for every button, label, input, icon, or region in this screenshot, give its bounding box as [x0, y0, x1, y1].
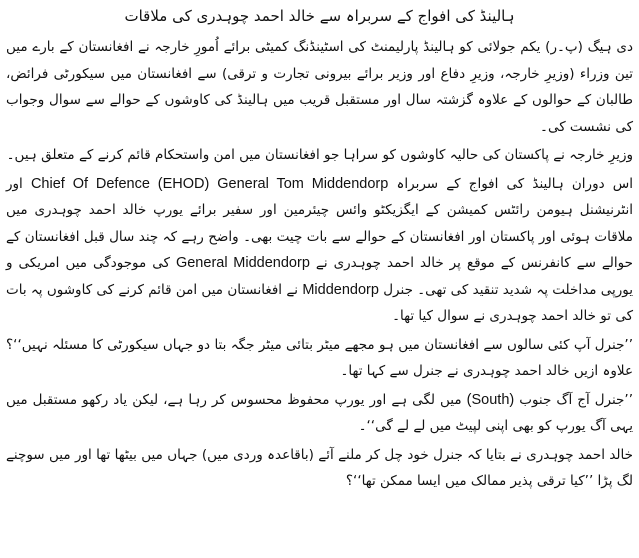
paragraph-3 — [6, 171, 633, 330]
middendorp-name: Middendorp — [302, 281, 379, 298]
south-word: (South) — [466, 391, 515, 408]
article-headline: ہالینڈ کی افواج کے سربراہ سے خالد احمد چوہدری کی ملاقات — [124, 7, 515, 25]
chief-of-defence-name: Chief Of Defence (EHOD) General Tom Middendorp — [30, 175, 389, 192]
general-middendorp-name: General Middendorp — [175, 255, 310, 271]
article — [6, 4, 633, 554]
paragraph-3-part-d: نے افغانستان میں امن قائم کرنے کی کاوشوں پہ بات کی تو خالد احمد چوہدری نے سوال کیا تھا۔ — [6, 281, 633, 324]
paragraph-6: خالد احمد چوہدری نے بتایا کہ جنرل خود چل کر ملنے آئے (باقاعدہ وردی میں) جہاں میں بیٹھا تھا اور میں سوچنے لگ پڑا ’’کیا ترقی پذیر ممالک میں ایسا ممکن تھا‘‘؟ — [6, 446, 633, 489]
paragraph-3-part-c: کی موجودگی میں امریکی و یورپی مداخلت پہ شدید تنقید کی تھی۔ جنرل — [6, 255, 633, 298]
paragraph-5-part-b: میں لگی ہے اور یورپ محفوظ محسوس کر رہا ہے، لیکن یاد رکھو مستقبل میں یہی آگ یورپ کو بھی اپنی لپیٹ میں لے لے گی‘‘۔ — [6, 391, 633, 434]
paragraph-2: وزیرِ خارجہ نے پاکستان کی حالیہ کاوشوں کو سراہا جو افغانستان میں امن واستحکام قائم کرنے کے متعلق ہیں۔ — [6, 147, 633, 163]
paragraph-3-part-b: اور انٹرنیشنل ہیومن رائٹس کمیشن کے ایگزیکٹو وائس چیئرمین اور سفیر برائے یورپ خالد احمد چوہدری میں ملاقات ہوئی اور پاکستان اور افغانستان کے حوالے سے بات چیت بھی۔ واضح رہے کہ چند سال قبل افغانستان کے حوالے سے کانفرنس کے موقع پر خالد احمد چوہدری نے — [6, 175, 633, 271]
paragraph-5-part-a: ’’جنرل آج آگ جنوب — [519, 391, 633, 408]
paragraph-1: دی ہیگ (پ۔ر) یکم جولائی کو ہالینڈ پارلیمنٹ کی اسٹینڈنگ کمیٹی برائے اُمورِ خارجہ نے افغانستان کے بارے میں تین وزراء (وزیرِ خارجہ، وزیرِ دفاع اور وزیر برائے بیرونی تجارت و ترقی) سے افغانستان میں سیکورٹی فرائض، طالبان کے حوالوں کے علاوہ گزشتہ سال اور مستقبل قریب میں ہالینڈ کی کاوشوں کے حوالے سے سوال وجواب کی نشست کی۔ — [6, 39, 633, 135]
paragraph-5 — [6, 387, 633, 440]
paragraph-4: ’’جنرل آپ کئی سالوں سے افغانستان میں ہو مجھے میٹر بتائی میٹر جگہ بتا دو جہاں سیکورٹی کا مسئلہ نہیں‘‘؟ علاوہ ازیں خالد احمد چوہدری نے جنرل سے کہا تھا۔ — [6, 336, 633, 379]
paragraph-3-part-a: اس دوران ہالینڈ کی افواج کے سربراہ — [396, 175, 633, 192]
